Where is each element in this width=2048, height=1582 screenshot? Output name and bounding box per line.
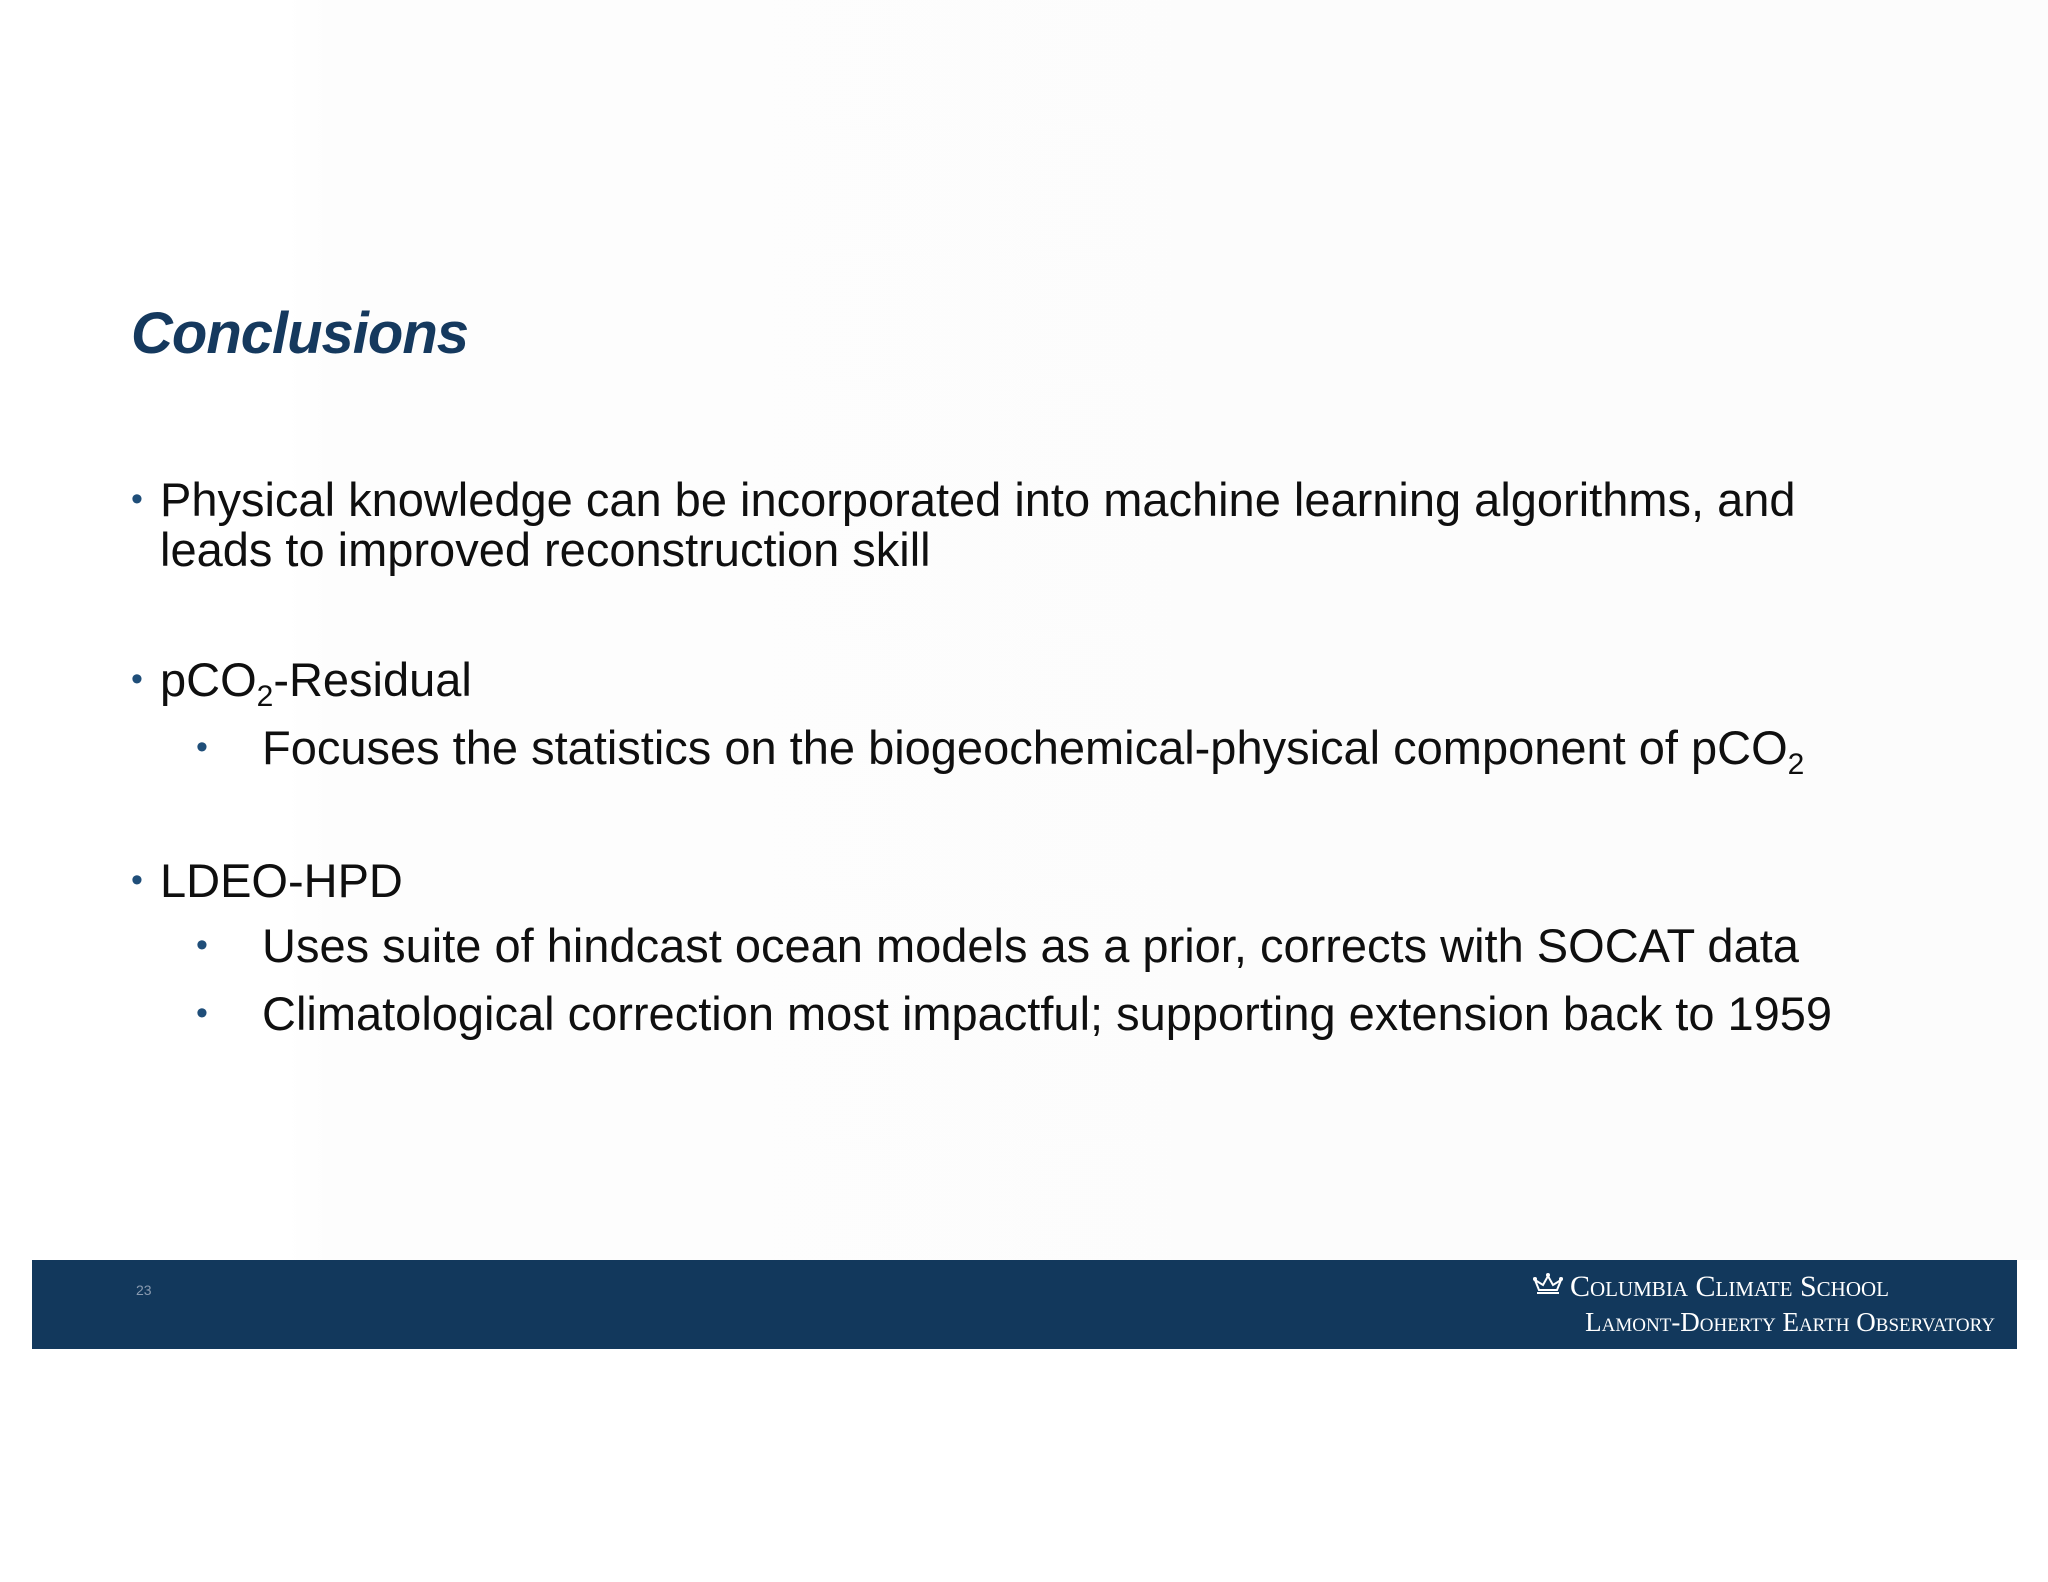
bullet-ldeo-hpd: [131, 855, 931, 915]
page-number: 23: [136, 1282, 152, 1298]
bullet-dot-icon: •: [196, 728, 208, 766]
bullet-dot-icon: •: [196, 994, 208, 1032]
sub-bullet-climatological-correction: [196, 988, 1896, 1048]
sub-bullet-subscript: 2: [1787, 748, 1805, 781]
bullet-dot-icon: •: [131, 660, 143, 698]
bullet-text-line2: leads to improved reconstruction skill: [160, 523, 931, 576]
bullet-text: LDEO-HPD: [160, 854, 403, 907]
pco2-subscript: 2: [256, 680, 274, 713]
bullet-text: [160, 653, 472, 713]
sub-bullet-hindcast-models: [196, 920, 1896, 980]
sub-bullet-main: Focuses the statistics on the biogeochemical-physical component of pCO: [262, 721, 1788, 774]
bullet-physical-knowledge: [131, 474, 1931, 584]
sub-bullet-text: Uses suite of hindcast ocean models as a prior, corrects with SOCAT data: [262, 919, 1799, 972]
sub-bullet-text: [262, 721, 1805, 781]
bullet-text-line1: Physical knowledge can be incorporated into machine learning algorithms, and: [160, 473, 1796, 526]
pco2-prefix: pCO: [160, 653, 257, 706]
slide-title: Conclusions: [131, 301, 469, 366]
bullet-dot-icon: •: [196, 926, 208, 964]
logo-line1: [1532, 1270, 1995, 1306]
logo-text-line2: Lamont-Doherty Earth Observatory: [1585, 1307, 1995, 1337]
logo-text-line1: Columbia Climate School: [1569, 1270, 1889, 1303]
bullet-dot-icon: •: [131, 480, 143, 518]
sub-bullet-text: Climatological correction most impactful; supporting extension back to 1959: [262, 987, 1833, 1040]
bullet-pco2-residual: [131, 654, 931, 714]
bullet-dot-icon: •: [131, 861, 143, 899]
columbia-logo: [1532, 1270, 1995, 1338]
footer-bar: [32, 1260, 2017, 1349]
sub-bullet-focuses-statistics: [196, 722, 1896, 782]
crown-icon: [1532, 1272, 1564, 1306]
pco2-suffix: -Residual: [273, 653, 472, 706]
